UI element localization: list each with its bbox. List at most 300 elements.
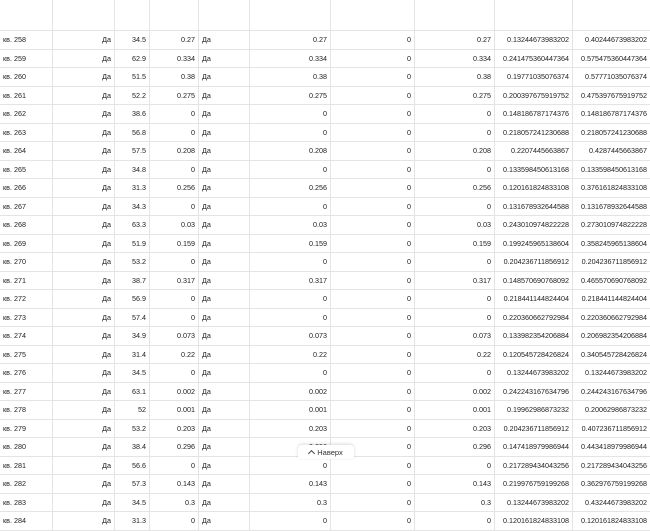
- table-cell: Да: [199, 420, 250, 438]
- table-cell: 56.8: [115, 124, 150, 142]
- table-cell: кв. 279: [0, 420, 53, 438]
- table-cell: 0.143: [415, 475, 495, 493]
- table-cell: кв. 280: [0, 438, 53, 456]
- table-cell: 0.3: [415, 494, 495, 512]
- table-cell: Да: [199, 87, 250, 105]
- table-cell: 0.340545728426824: [581, 349, 647, 359]
- back-to-top-label: Наверх: [317, 447, 343, 457]
- table-cell: Да: [199, 253, 250, 271]
- table-cell: кв. 282: [0, 475, 53, 493]
- table-cell: Да: [53, 494, 115, 512]
- table-cell: 0.220360662792984: [581, 312, 647, 322]
- table-cell: 0: [331, 68, 415, 86]
- table-cell: 0.001: [415, 401, 495, 419]
- table-cell: 0.208: [150, 142, 199, 160]
- table-cell: 0.465570690768092: [581, 275, 647, 285]
- table-cell: 0.27: [415, 31, 495, 49]
- table-cell: кв. 262: [0, 105, 53, 123]
- table-cell: 62.9: [115, 50, 150, 68]
- table-cell: 0.001: [250, 401, 331, 419]
- table-cell: 0: [150, 364, 199, 382]
- table-cell: 0.296: [150, 438, 199, 456]
- table-cell: кв. 261: [0, 87, 53, 105]
- table-cell: 0.120161824833108: [581, 516, 647, 525]
- table-cell: Да: [199, 346, 250, 364]
- table-cell: 0.334: [250, 50, 331, 68]
- table-cell: 0.334: [415, 50, 495, 68]
- table-row: [0, 290, 650, 309]
- table-row: [0, 87, 650, 106]
- table-cell: 0: [250, 364, 331, 382]
- table-cell: 0.120545728426824: [495, 346, 573, 364]
- table-cell: 0.358245965138604: [581, 238, 647, 248]
- table-cell: кв. 275: [0, 346, 53, 364]
- table-cell: 53.2: [115, 253, 150, 271]
- table-cell: кв. 273: [0, 309, 53, 327]
- table-cell: 0: [331, 50, 415, 68]
- table-cell: 0: [331, 124, 415, 142]
- header-cell: [250, 0, 331, 30]
- table-cell: 0.13244673983202: [585, 368, 647, 377]
- table-cell: 0: [331, 475, 415, 493]
- table-cell: 0.256: [250, 179, 331, 197]
- table-cell: кв. 263: [0, 124, 53, 142]
- header-cell: [415, 0, 495, 30]
- table-cell: 0.362976759199268: [581, 479, 647, 488]
- table-cell: 31.4: [115, 346, 150, 364]
- table-cell: 0.244243167634796: [581, 386, 647, 396]
- table-cell: Да: [199, 124, 250, 142]
- table-cell: 0.22: [250, 346, 331, 364]
- table-row: [0, 253, 650, 272]
- table-cell: 0.002: [250, 383, 331, 401]
- table-cell: 0.334: [150, 50, 199, 68]
- table-cell: 0: [331, 457, 415, 475]
- table-cell: Да: [199, 494, 250, 512]
- table-cell: 0: [250, 161, 331, 179]
- table-cell: Да: [53, 438, 115, 456]
- table-cell: 51.5: [115, 68, 150, 86]
- table-row: [0, 105, 650, 124]
- table-cell: 0.204236711856912: [495, 253, 573, 271]
- table-cell: 63.3: [115, 216, 150, 234]
- table-cell: Да: [199, 198, 250, 216]
- table-cell: Да: [53, 457, 115, 475]
- table-cell: Да: [53, 87, 115, 105]
- table-cell: 0.57771035076374: [585, 72, 647, 81]
- table-cell: 0: [150, 161, 199, 179]
- table-cell: Да: [53, 346, 115, 364]
- table-cell: 0.120161824833108: [495, 512, 573, 530]
- table-cell: 0: [331, 494, 415, 512]
- table-cell: 0.43244673983202: [585, 497, 647, 507]
- table-cell: 0: [331, 420, 415, 438]
- table-cell: 0.475397675919752: [581, 90, 647, 100]
- table-cell: 0: [415, 105, 495, 123]
- table-cell: 0: [150, 512, 199, 530]
- table-cell: 0.27: [150, 31, 199, 49]
- table-cell: 34.5: [115, 494, 150, 512]
- table-row: [0, 364, 650, 383]
- table-cell: 0.143: [250, 475, 331, 493]
- table-cell: кв. 265: [0, 161, 53, 179]
- table-cell: 0.38: [250, 68, 331, 86]
- table-cell: 0.19771035076374: [495, 68, 573, 86]
- table-cell: 0.002: [415, 383, 495, 401]
- table-cell: 0: [331, 272, 415, 290]
- table-cell: 0.120161824833108: [495, 179, 573, 197]
- table-cell: 0.218057241230688: [581, 127, 647, 137]
- header-cell: [53, 0, 115, 30]
- table-cell: кв. 264: [0, 142, 53, 160]
- table-row: [0, 383, 650, 402]
- table-cell: 0.242243167634796: [495, 383, 573, 401]
- table-cell: 0.002: [150, 383, 199, 401]
- table-row: [0, 494, 650, 513]
- table-cell: 0.256: [150, 179, 199, 197]
- table-row: [0, 309, 650, 328]
- table-cell: 0: [331, 290, 415, 308]
- table-cell: 0: [415, 124, 495, 142]
- table-cell: кв. 283: [0, 494, 53, 512]
- header-cell: [199, 0, 250, 30]
- header-cell: [150, 0, 199, 30]
- table-cell: 0: [150, 457, 199, 475]
- table-cell: Да: [53, 105, 115, 123]
- table-cell: 0: [415, 290, 495, 308]
- table-cell: 0: [150, 105, 199, 123]
- table-cell: Да: [199, 216, 250, 234]
- table-cell: 0.275: [415, 87, 495, 105]
- table-cell: 0.03: [250, 216, 331, 234]
- table-cell: кв. 267: [0, 198, 53, 216]
- table-cell: Да: [53, 420, 115, 438]
- table-cell: 0.218441144824404: [495, 290, 573, 308]
- table-cell: 0.001: [150, 401, 199, 419]
- table-cell: кв. 277: [0, 383, 53, 401]
- table-cell: Да: [53, 235, 115, 253]
- table-cell: 0.218441144824404: [581, 294, 647, 303]
- table-cell: 0.03: [150, 216, 199, 234]
- table-cell: кв. 274: [0, 327, 53, 345]
- table-cell: 0.3: [250, 494, 331, 512]
- header-cell: [573, 0, 650, 30]
- table-cell: кв. 272: [0, 290, 53, 308]
- table-cell: Да: [199, 290, 250, 308]
- back-to-top-button[interactable]: [298, 445, 354, 459]
- table-row: [0, 272, 650, 291]
- table-cell: 0.143: [150, 475, 199, 493]
- table-cell: Да: [199, 161, 250, 179]
- table-row: [0, 420, 650, 439]
- table-cell: кв. 258: [0, 31, 53, 49]
- table-cell: 0.38: [415, 68, 495, 86]
- table-cell: 0: [250, 512, 331, 530]
- table-cell: 0: [415, 309, 495, 327]
- table-cell: кв. 260: [0, 68, 53, 86]
- table-cell: 0.208: [415, 142, 495, 160]
- table-cell: кв. 278: [0, 401, 53, 419]
- table-cell: Да: [53, 364, 115, 382]
- table-cell: 0: [331, 216, 415, 234]
- table-cell: 31.3: [115, 179, 150, 197]
- table-cell: 0: [250, 309, 331, 327]
- table-cell: 0.273010974822228: [581, 220, 647, 229]
- table-cell: 0: [150, 253, 199, 271]
- table-cell: Да: [199, 364, 250, 382]
- table-cell: Да: [199, 327, 250, 345]
- table-cell: кв. 266: [0, 179, 53, 197]
- table-cell: Да: [199, 475, 250, 493]
- table-cell: 57.5: [115, 142, 150, 160]
- table-cell: 52.2: [115, 87, 150, 105]
- table-cell: Да: [199, 105, 250, 123]
- header-cell: [331, 0, 415, 30]
- table-cell: 0: [415, 512, 495, 530]
- table-cell: 0.19962986873232: [495, 401, 573, 419]
- table-cell: Да: [199, 31, 250, 49]
- table-cell: 0: [331, 235, 415, 253]
- table-cell: Да: [53, 475, 115, 493]
- table-cell: 0: [331, 87, 415, 105]
- table-cell: Да: [53, 50, 115, 68]
- table-cell: 0: [250, 198, 331, 216]
- table-cell: 0.241475360447364: [495, 50, 573, 68]
- table-cell: Да: [53, 68, 115, 86]
- table-cell: кв. 270: [0, 253, 53, 271]
- table-cell: Да: [199, 179, 250, 197]
- table-row: [0, 475, 650, 494]
- table-cell: 0.073: [250, 327, 331, 345]
- table-cell: 0.203: [250, 420, 331, 438]
- table-cell: кв. 284: [0, 512, 53, 530]
- table-cell: 0.159: [250, 235, 331, 253]
- table-cell: 52: [115, 401, 150, 419]
- table-cell: 0: [331, 383, 415, 401]
- table-cell: 38.6: [115, 105, 150, 123]
- table-row: [0, 161, 650, 180]
- table-cell: 0: [331, 142, 415, 160]
- table-cell: 38.7: [115, 272, 150, 290]
- table-cell: 0.575475360447364: [581, 53, 647, 63]
- table-cell: 0: [415, 457, 495, 475]
- table-cell: 0.203: [150, 420, 199, 438]
- table-cell: 0.208: [250, 142, 331, 160]
- table-cell: кв. 276: [0, 364, 53, 382]
- table-cell: 0: [250, 124, 331, 142]
- table-cell: Да: [199, 309, 250, 327]
- table-cell: кв. 268: [0, 216, 53, 234]
- table-cell: 0: [331, 31, 415, 49]
- table-cell: 0.073: [150, 327, 199, 345]
- table-cell: 56.9: [115, 290, 150, 308]
- table-cell: 0.317: [250, 272, 331, 290]
- table-cell: Да: [53, 124, 115, 142]
- table-cell: 0.27: [250, 31, 331, 49]
- table-cell: 0.4287445663867: [589, 146, 647, 155]
- table-cell: 0.147418979986944: [495, 438, 573, 456]
- table-row: [0, 198, 650, 217]
- table-cell: 0: [331, 179, 415, 197]
- table-cell: Да: [53, 512, 115, 530]
- table-cell: Да: [53, 31, 115, 49]
- table-cell: 0: [331, 438, 415, 456]
- table-cell: 0.217289434043256: [495, 457, 573, 475]
- table-cell: Да: [53, 179, 115, 197]
- table-cell: 0.275: [150, 87, 199, 105]
- table-cell: 0.206982354206884: [581, 331, 647, 340]
- table-cell: 0.148186787174376: [581, 109, 647, 118]
- table-cell: 0.3: [150, 494, 199, 512]
- table-cell: 0: [415, 198, 495, 216]
- table-cell: Да: [199, 438, 250, 456]
- table-row: [0, 124, 650, 143]
- table-row: [0, 457, 650, 476]
- table-cell: 34.5: [115, 364, 150, 382]
- table-cell: 0: [331, 309, 415, 327]
- table-cell: 0: [250, 105, 331, 123]
- table-cell: 56.6: [115, 457, 150, 475]
- table-cell: Да: [53, 161, 115, 179]
- table-row: [0, 216, 650, 235]
- table-cell: 0.38: [150, 68, 199, 86]
- header-cell: [115, 0, 150, 30]
- table-cell: 34.5: [115, 31, 150, 49]
- table-cell: кв. 271: [0, 272, 53, 290]
- table-cell: 31.3: [115, 512, 150, 530]
- table-cell: 0.275: [250, 87, 331, 105]
- table-cell: Да: [53, 383, 115, 401]
- table-cell: 0.204236711856912: [495, 420, 573, 438]
- table-row: [0, 50, 650, 69]
- table-cell: Да: [53, 272, 115, 290]
- table-cell: 0.220360662792984: [495, 309, 573, 327]
- table-cell: 0.20062986873232: [585, 405, 647, 414]
- table-row: [0, 401, 650, 420]
- table-cell: 0.217289434043256: [581, 460, 647, 470]
- table-cell: 0: [415, 364, 495, 382]
- table-cell: 0.131678932644588: [495, 198, 573, 216]
- table-cell: 0.148570690768092: [495, 272, 573, 290]
- table-row: [0, 327, 650, 346]
- table-cell: 0.13244673983202: [495, 494, 573, 512]
- table-cell: 0: [331, 346, 415, 364]
- table-cell: 0.317: [415, 272, 495, 290]
- table-cell: 0.159: [415, 235, 495, 253]
- table-cell: 0: [331, 198, 415, 216]
- table-cell: Да: [53, 253, 115, 271]
- table-cell: 0: [331, 327, 415, 345]
- table-cell: 0: [331, 512, 415, 530]
- table-row: [0, 142, 650, 161]
- table-cell: Да: [199, 457, 250, 475]
- table-row: [0, 512, 650, 531]
- table-cell: 0.22: [150, 346, 199, 364]
- chevron-up-icon: [308, 449, 315, 456]
- table-cell: 0: [331, 364, 415, 382]
- table-cell: 0.203: [415, 420, 495, 438]
- table-cell: 0: [150, 290, 199, 308]
- table-cell: Да: [53, 290, 115, 308]
- table-cell: 0.133598450613168: [581, 164, 647, 174]
- table-cell: Да: [199, 512, 250, 530]
- table-cell: 0.317: [150, 272, 199, 290]
- table-cell: 0: [415, 253, 495, 271]
- table-cell: 0: [250, 253, 331, 271]
- table-cell: Да: [53, 309, 115, 327]
- table-cell: 0.40244673983202: [585, 35, 647, 44]
- table-cell: 0: [250, 290, 331, 308]
- header-cell: [0, 0, 53, 30]
- table-cell: Да: [199, 401, 250, 419]
- table-cell: Да: [199, 272, 250, 290]
- table-cell: Да: [53, 198, 115, 216]
- table-cell: 0: [331, 253, 415, 271]
- table-row: [0, 31, 650, 50]
- table-row: [0, 68, 650, 87]
- table-cell: Да: [199, 235, 250, 253]
- table-cell: 0.148186787174376: [495, 105, 573, 123]
- table-cell: 0.443418979986944: [581, 442, 647, 451]
- table-cell: кв. 259: [0, 50, 53, 68]
- header-cell: [495, 0, 573, 30]
- table-cell: Да: [53, 401, 115, 419]
- table-cell: Да: [53, 327, 115, 345]
- table-cell: 34.8: [115, 161, 150, 179]
- table-cell: 57.4: [115, 309, 150, 327]
- table-header-row: [0, 0, 650, 31]
- table-row: [0, 235, 650, 254]
- table-cell: 0.199245965138604: [495, 235, 573, 253]
- table-cell: 0: [150, 198, 199, 216]
- table-cell: 0.218057241230688: [495, 124, 573, 142]
- table-cell: 63.1: [115, 383, 150, 401]
- table-cell: 0.133598450613168: [495, 161, 573, 179]
- table-cell: кв. 269: [0, 235, 53, 253]
- table-cell: Да: [199, 383, 250, 401]
- table-cell: 34.9: [115, 327, 150, 345]
- table-row: [0, 346, 650, 365]
- table-cell: Да: [199, 50, 250, 68]
- table-cell: 38.4: [115, 438, 150, 456]
- table-cell: Да: [199, 68, 250, 86]
- table-row: [0, 179, 650, 198]
- table-cell: 0: [150, 124, 199, 142]
- table-cell: 0: [250, 457, 331, 475]
- table-cell: 0.200397675919752: [495, 87, 573, 105]
- table-cell: 0: [331, 105, 415, 123]
- table-cell: 53.2: [115, 420, 150, 438]
- table-cell: Да: [53, 142, 115, 160]
- table-cell: 0: [331, 401, 415, 419]
- table-cell: 0.296: [415, 438, 495, 456]
- table-cell: 0.256: [415, 179, 495, 197]
- table-cell: 0.243010974822228: [495, 216, 573, 234]
- table-cell: 0.073: [415, 327, 495, 345]
- table-cell: 0: [415, 161, 495, 179]
- table-cell: 0.407236711856912: [581, 423, 647, 433]
- table-cell: 0.219976759199268: [495, 475, 573, 493]
- table-cell: 0.133982354206884: [495, 327, 573, 345]
- table-cell: 51.9: [115, 235, 150, 253]
- table-cell: 0.13244673983202: [495, 364, 573, 382]
- table-cell: 0.03: [415, 216, 495, 234]
- table-cell: 0.204236711856912: [581, 257, 647, 266]
- table-cell: Да: [199, 142, 250, 160]
- table-cell: 0: [331, 161, 415, 179]
- table-cell: 0.159: [150, 235, 199, 253]
- table-cell: Да: [53, 216, 115, 234]
